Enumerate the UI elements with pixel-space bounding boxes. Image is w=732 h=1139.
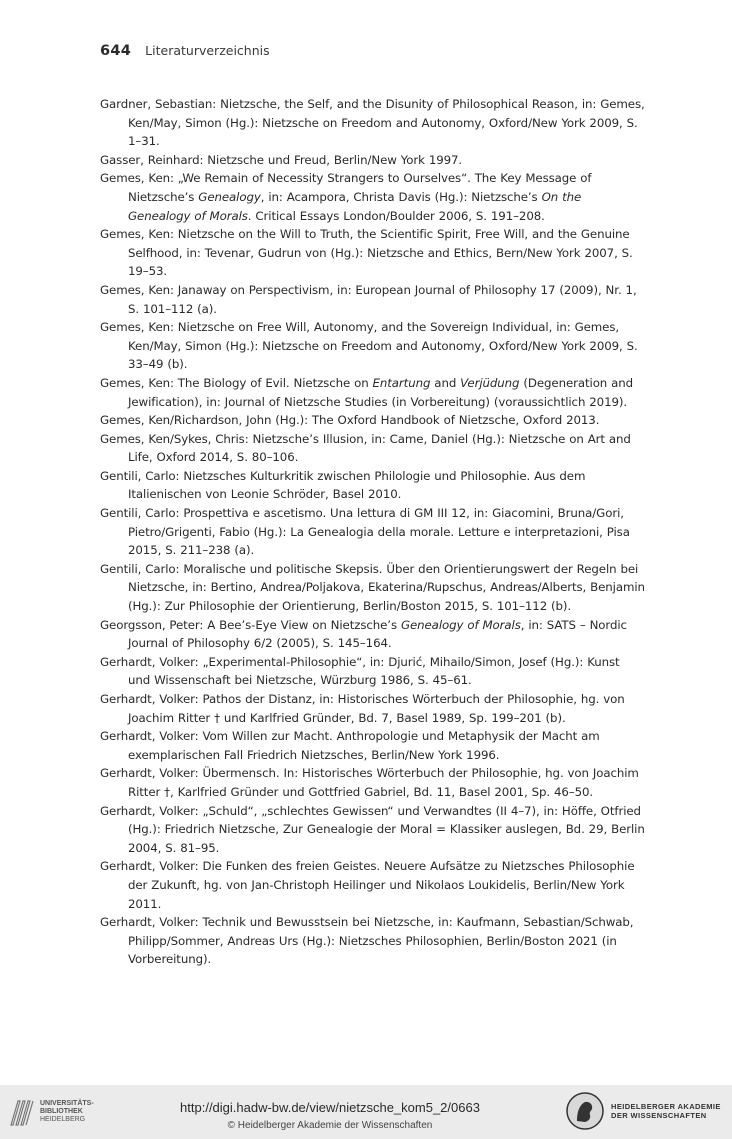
reference-text: Gemes, Ken: Janaway on Perspectivism, in: European Journal of Philosophy 17 (2009), Nr. 1, S. 101–112 (a). xyxy=(100,282,637,316)
reference-text: Gemes, Ken: Nietzsche on the Will to Truth, the Scientific Spirit, Free Will, and the Genuine Selfhood, in: Tevenar, Gudrun von (Hg.): Nietzsche and Ethics, Bern/New York 2007, S. 19–53. xyxy=(100,227,633,279)
reference-text: Gerhardt, Volker: Die Funken des freien Geistes. Neuere Aufsätze zu Nietzsches Philosophie der Zukunft, hg. von Jan-Christoph Heilinger und Nikolaos Loukidelis, Berlin/New York 2011. xyxy=(100,859,635,911)
reference-entry xyxy=(100,430,645,467)
reference-entry xyxy=(100,411,645,430)
reference-text: Gentili, Carlo: Nietzsches Kulturkritik zwischen Philologie und Philosophie. Aus dem Italienischen von Leonie Schröder, Basel 2010. xyxy=(100,468,586,502)
academy-logo-line-1: HEIDELBERGER AKADEMIE xyxy=(611,1102,721,1111)
footer-bar xyxy=(0,1085,732,1139)
reference-title-italic: Entartung xyxy=(372,375,431,390)
academy-logo-line-2: DER WISSENSCHAFTEN xyxy=(611,1111,707,1120)
reference-entry xyxy=(100,727,645,764)
reference-entry xyxy=(100,616,645,653)
reference-text: . Critical Essays London/Boulder 2006, S. 191–208. xyxy=(247,208,545,223)
reference-text: Gerhardt, Volker: Technik und Bewusstsein bei Nietzsche, in: Kaufmann, Sebastian/Schwab, Philipp/Sommer, Andreas Urs (Hg.): Nietzsches Philosophien, Berlin/Boston 2021 (in Vorbereitung). xyxy=(100,915,634,967)
copyright-notice: © Heidelberger Akademie der Wissenschaften xyxy=(227,1120,433,1131)
reference-text: Gemes, Ken: „We Remain of Necessity Strangers to Ourselves“. The Key Message of Nietzsche’s xyxy=(100,171,592,204)
reference-text: Gentili, Carlo: Moralische und politische Skepsis. Über den Orientierungswert der Regeln bei Nietzsche, in: Bertino, Andrea/Poljakova, Ekaterina/Rupschus, Andreas/Alberts, Benjamin (Hg.): Zur Philosophie der Orientierung, Berlin/Boston 2015, S. 101–112 (b). xyxy=(100,561,645,614)
reference-text: , in: SATS – Nordic Journal of Philosophy 6/2 (2005), S. 145–164. xyxy=(128,617,627,651)
reference-title-italic: Genealogy of Morals xyxy=(400,617,521,632)
reference-text: Gemes, Ken: Nietzsche on Free Will, Autonomy, and the Sovereign Individual, in: Gemes, Ken/May, Simon (Hg.): Nietzsche on Freedom and Autonomy, Oxford/New York 2009, S. 33–49 (b). xyxy=(100,320,638,372)
reference-text: Gerhardt, Volker: Übermensch. In: Historisches Wörterbuch der Philosophie, hg. von Joachim Ritter †, Karlfried Gründer und Gottfried Gabriel, Bd. 11, Basel 2001, Sp. 46–50. xyxy=(100,766,639,799)
reference-entry xyxy=(100,151,645,170)
reference-text: Gemes, Ken/Richardson, John (Hg.): The Oxford Handbook of Nietzsche, Oxford 2013. xyxy=(100,413,600,428)
reference-text: Gerhardt, Volker: „Schuld“, „schlechtes Gewissen“ und Verwandtes (II 4–7), in: Höffe, Otfried (Hg.): Friedrich Nietzsche, Zur Genealogie der Moral = Klassiker auslegen, Bd. 29, Berlin 2004, S. 81–95. xyxy=(100,803,645,855)
document-url-link[interactable]: http://digi.hadw-bw.de/view/nietzsche_kom5_2/0663 xyxy=(180,1100,480,1115)
page-header xyxy=(100,43,270,63)
reference-text: Gentili, Carlo: Prospettiva e ascetismo. Una lettura di GM III 12, in: Giacomini, Bruna/Gori, Pietro/Grigenti, Fabio (Hg.): La Genealogia della morale. Letture e interpretazioni, Pisa 2015, S. 211–238 (a). xyxy=(100,506,630,558)
reference-entry xyxy=(100,653,645,690)
reference-entry xyxy=(100,913,645,969)
reference-entry xyxy=(100,374,645,411)
reference-entry xyxy=(100,467,645,504)
library-logo-line-3: HEIDELBERG xyxy=(40,1116,86,1123)
reference-title-italic: Verjüdung xyxy=(460,375,520,390)
reference-title-italic: On the Genealogy of Morals xyxy=(128,189,582,223)
reference-text: Gardner, Sebastian: Nietzsche, the Self, and the Disunity of Philosophical Reason, in: Gemes, Ken/May, Simon (Hg.): Nietzsche on Freedom and Autonomy, Oxford/New York 2009, S. 1–31. xyxy=(100,97,645,149)
reference-entry xyxy=(100,857,645,913)
reference-entry xyxy=(100,802,645,858)
reference-text: Gemes, Ken/Sykes, Chris: Nietzsche’s Illusion, in: Came, Daniel (Hg.): Nietzsche on Art and Life, Oxford 2014, S. 80–106. xyxy=(100,431,631,465)
reference-entry xyxy=(100,281,645,318)
reference-text: (Degeneration and Jewification), in: Journal of Nietzsche Studies (in Vorbereitung) (voraussichtlich 2019). xyxy=(128,375,634,409)
running-title: Literaturverzeichnis xyxy=(145,43,270,58)
page-number: 644 xyxy=(100,43,132,59)
reference-entry xyxy=(100,690,645,727)
reference-text: Gasser, Reinhard: Nietzsche und Freud, Berlin/New York 1997. xyxy=(100,152,463,167)
reference-entry xyxy=(100,764,645,801)
bibliography-list xyxy=(100,95,645,969)
library-logo-line-2: BIBLIOTHEK xyxy=(40,1108,83,1115)
reference-entry xyxy=(100,560,645,616)
reference-text: , in: Acampora, Christa Davis (Hg.): Nietzsche’s xyxy=(260,189,542,204)
reference-text: Gerhardt, Volker: Pathos der Distanz, in: Historisches Wörterbuch der Philosophie, hg. von Joachim Ritter † und Karlfried Gründer, Bd. 7, Basel 1989, Sp. 199–201 (b). xyxy=(100,692,625,725)
reference-text: Gemes, Ken: The Biology of Evil. Nietzsche on xyxy=(100,375,373,390)
academy-seal-icon xyxy=(565,1091,605,1131)
reference-entry xyxy=(100,95,645,151)
library-logo-line-1: UNIVERSITÄTS- xyxy=(40,1100,94,1107)
reference-entry xyxy=(100,169,645,225)
reference-text: Georgsson, Peter: A Bee’s-Eye View on Nietzsche’s xyxy=(100,617,401,632)
reference-entry xyxy=(100,504,645,560)
academy-logo[interactable] xyxy=(565,1091,721,1131)
reference-text: Gerhardt, Volker: „Experimental-Philosophie“, in: Djurić, Mihailo/Simon, Josef (Hg.): Kunst und Wissenschaft bei Nietzsche, Würzburg 1986, S. 45–61. xyxy=(100,654,620,688)
reference-text: and xyxy=(430,375,461,390)
reference-entry xyxy=(100,318,645,374)
reference-entry xyxy=(100,225,645,281)
reference-text: Gerhardt, Volker: Vom Willen zur Macht. Anthropologie und Metaphysik der Macht am exemplarischen Fall Friedrich Nietzsches, Berlin/New York 1996. xyxy=(100,729,600,762)
reference-title-italic: Genealogy xyxy=(198,189,261,204)
